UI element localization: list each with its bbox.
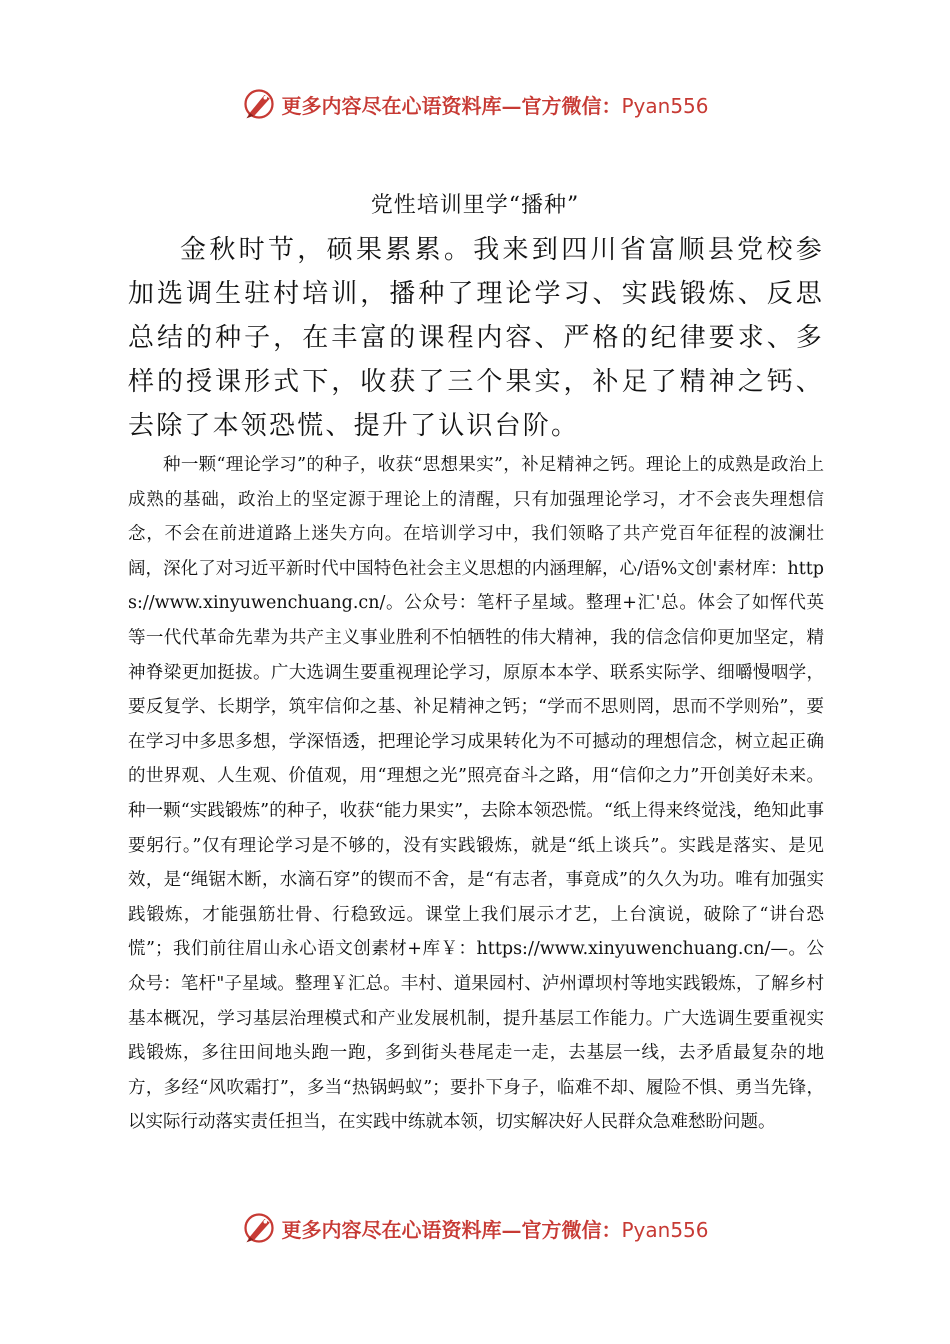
banner-label: 更多内容尽在心语资料库—官方微信：Pyan556 xyxy=(281,1217,709,1242)
header-watermark-banner xyxy=(0,82,950,126)
wechat-id: Pyan556 xyxy=(621,93,709,118)
pen-nib-icon xyxy=(241,1210,277,1246)
banner-label: 更多内容尽在心语资料库—官方微信：Pyan556 xyxy=(281,93,709,118)
document-title: 党性培训里学“播种” xyxy=(370,193,580,218)
pen-nib-icon xyxy=(241,86,277,122)
footer-watermark-banner xyxy=(0,1206,950,1250)
body-paragraph: 种一颗“理论学习”的种子，收获“思想果实”，补足精神之钙。理论上的成熟是政治上成熟的基础，政治上的坚定源于理论上的清醒，只有加强理论学习，才不会丧失理想信念，不会在前进道路上迷失方向。在培训学习中，我们领略了共产党百年征程的波澜壮阔，深化了对习近平新时代中国特色社会主义思想的内涵理解，心/语%文创'素材库：https://www.xinyuwenchuang.cn/。公众号：笔杆子星域。整理+汇'总。体会了如恽代英等一代代革命先辈为共产主义事业胜利不怕牺牲的伟大精神，我的信念信仰更加坚定，精神脊梁更加挺拔。广大选调生要重视理论学习，原原本本学、联系实际学、细嚼慢咽学，要反复学、长期学，筑牢信仰之基、补足精神之钙；“学而不思则罔，思而不学则殆”，要在学习中多思多想，学深悟透，把理论学习成果转化为不可撼动的理想信念，树立起正确的世界观、人生观、价值观，用“理想之光”照亮奋斗之路，用“信仰之力”开创美好未来。种一颗“实践锻炼”的种子，收获“能力果实”，去除本领恐慌。“纸上得来终觉浅，绝知此事要躬行。”仅有理论学习是不够的，没有实践锻炼，就是“纸上谈兵”。实践是落实、是见效，是“绳锯木断，水滴石穿”的锲而不舍，是“有志者，事竟成”的久久为功。唯有加强实践锻炼，才能强筋壮骨、行稳致远。课堂上我们展示才艺，上台演说，破除了“讲台恐慌”；我们前往眉山永心语文创素材+库￥：https://www.xinyuwenchuang.cn/—。公众号：笔杆"子星域。整理￥汇总。丰村、道果园村、泸州谭坝村等地实践锻炼，了解乡村基本概况，学习基层治理模式和产业发展机制，提升基层工作能力。广大选调生要重视实践锻炼，多往田间地头跑一跑，多到街头巷尾走一走，去基层一线，去矛盾最复杂的地方，多经“风吹霜打”，多当“热锅蚂蚁”；要扑下身子，临难不却、履险不惧、勇当先锋，以实际行动落实责任担当，在实践中练就本领，切实解决好人民群众急难愁盼问题。 xyxy=(128,455,824,1133)
wechat-id: Pyan556 xyxy=(621,1217,709,1242)
intro-paragraph: 金秋时节，硕果累累。我来到四川省富顺县党校参加选调生驻村培训，播种了理论学习、实践锻炼、反思总结的种子，在丰富的课程内容、严格的纪律要求、多样的授课形式下，收获了三个果实，补足了精神之钙、去除了本领恐慌、提升了认识台阶。 xyxy=(128,235,824,441)
